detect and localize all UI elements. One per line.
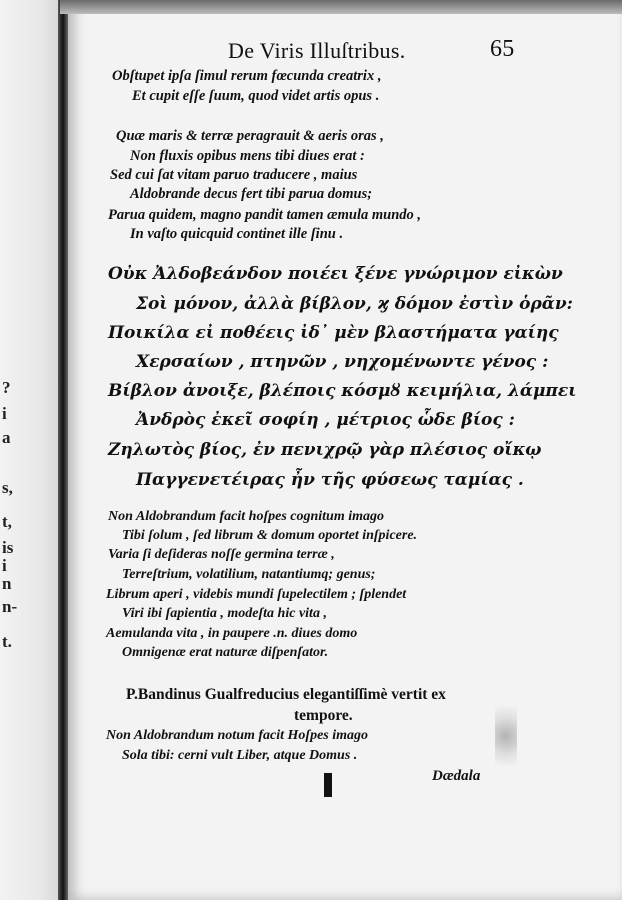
verse-line: Quæ maris & terræ peragrauit & aeris oras , (116, 128, 384, 144)
greek-verse-line: Παγγενετέιρας ἦν τῆς φύσεως ταμίας . (136, 470, 524, 490)
verse-line: Parua quidem, magno pandit tamen æmula mundo , (108, 207, 422, 223)
margin-fragment: is (2, 538, 14, 557)
page-stain (495, 706, 517, 766)
greek-verse-line: Ζηλωτὸς βίος, ἐν πενιχρῷ γὰρ πλέσιος οἴκῳ (108, 440, 542, 460)
book-gutter (58, 0, 68, 900)
margin-fragment: n- (2, 597, 18, 616)
margin-fragment: ? (2, 378, 11, 397)
running-header (228, 38, 588, 64)
translation-line: Viri ibi ſapientia , modeſta hic vita , (122, 606, 327, 621)
greek-verse-line: Σοὶ μόνον, ἀλλὰ βίβλον, ϗ δόμον ἐστὶν ὁρᾶν: (136, 294, 573, 314)
signature-mark (324, 773, 332, 797)
verse-line: Obſtupet ipſa ſimul rerum fœcunda creatrix , (112, 68, 382, 84)
verse-line: Sed cui ſat vitam paruo traducere , maius (110, 167, 358, 183)
second-translation-line: Non Aldobrandum notum facit Hoſpes imago (106, 728, 369, 743)
margin-fragment: i (2, 556, 7, 575)
verse-line: In vaſto quicquid continet ille ſinu . (130, 226, 344, 242)
translation-line: Terreſtrium, volatilium, natantiumq; genus; (122, 567, 376, 582)
catchword: Dædala (432, 768, 481, 784)
translator-note: P.Bandinus Gualfreducius elegantiſſimè vertit ex (126, 686, 446, 703)
second-translation-line: Sola tibi: cerni vult Liber, atque Domus . (122, 748, 358, 763)
translation-line: Aemulanda vita , in paupere .n. diues domo (106, 626, 358, 641)
greek-verse-line: Οὐκ Ἀλδοβεάνδον ποιέει ξένε γνώριμον εἰκὼν (108, 264, 563, 284)
translation-line: Omnigenæ erat naturæ diſpenſator. (122, 645, 329, 660)
running-title: De Viris Illuſtribus. (228, 38, 406, 63)
margin-fragment: i (2, 404, 7, 423)
page-number: 65 (490, 36, 515, 62)
verse-line: Non fluxis opibus mens tibi diues erat : (130, 148, 365, 164)
greek-verse-line: Ποικίλα εἰ ποθέεις ἰδ᾽ μὲν βλαστήματα γαίης (108, 323, 559, 343)
translation-line: Varia ſi deſideras noſſe germina terræ , (108, 547, 335, 562)
translation-line: Non Aldobrandum facit hoſpes cognitum imago (108, 509, 385, 524)
translation-line: Tibi ſolum , ſed librum & domum oportet inſpicere. (122, 528, 418, 543)
facing-page-edge (0, 0, 58, 900)
greek-verse-line: Ἀνδρὸς ἐκεῖ σοφίη , μέτριος ὧδε βίος : (136, 410, 515, 430)
margin-fragment: n (2, 574, 12, 593)
greek-verse-line: Βίβλον ἀνοιξε, βλέποις κόσμȣ κειμήλια, λάμπει (108, 381, 577, 401)
translator-note-continued: tempore. (294, 707, 353, 724)
translation-line: Librum aperi , videbis mundi ſupelectilem ; ſplendet (106, 587, 407, 602)
greek-verse-line: Χερσαίων , πτηνῶν , νηχομένωντε γένος : (136, 352, 549, 372)
verse-line: Aldobrande decus fert tibi parua domus; (130, 186, 373, 202)
scan-top-shadow (60, 0, 622, 14)
margin-fragment: t. (2, 632, 12, 651)
margin-fragment: a (2, 428, 11, 447)
margin-fragment: t, (2, 512, 12, 531)
verse-line: Et cupit eſſe ſuum, quod videt artis opus . (132, 88, 380, 104)
margin-fragment: s, (2, 478, 13, 497)
